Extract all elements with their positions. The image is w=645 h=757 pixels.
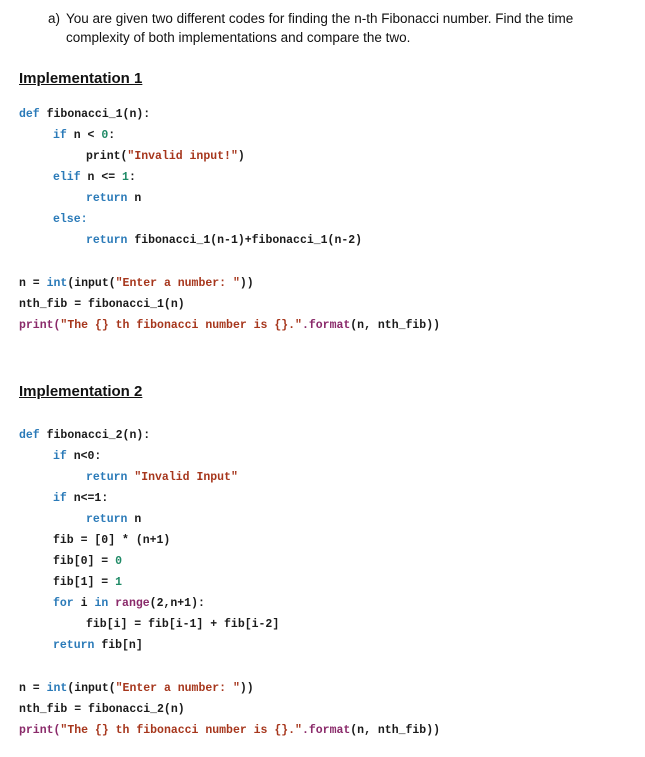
number: 1 — [122, 171, 129, 184]
keyword: return — [86, 513, 128, 526]
keyword: return — [86, 192, 128, 205]
keyword: def — [19, 108, 40, 121]
colon: : — [108, 129, 116, 142]
keyword: elif — [53, 171, 81, 184]
code-line — [19, 146, 362, 167]
code-line — [19, 572, 279, 593]
code-line: fib[i] = fib[i-1] + fib[i-2] — [86, 618, 280, 631]
assignment: fib[1] = — [53, 576, 116, 589]
code-line — [19, 551, 279, 572]
code-line — [19, 230, 362, 251]
return-value: n — [134, 513, 142, 526]
builtin: int — [46, 277, 68, 290]
code-line — [19, 678, 440, 699]
assignment: n = — [19, 277, 47, 290]
implementation-2-heading: Implementation 2 — [19, 383, 143, 400]
keyword: if — [53, 129, 67, 142]
keyword: def — [19, 429, 40, 442]
method: .format — [301, 319, 351, 332]
loop-variable: i — [80, 597, 88, 610]
keyword: in — [94, 597, 109, 610]
implementation-1-main-code — [19, 273, 440, 336]
number: 0 — [115, 555, 123, 568]
keyword: else: — [53, 213, 88, 226]
string-literal: "Enter a number: " — [115, 277, 240, 290]
colon: : — [128, 171, 136, 184]
string-literal: "The {} th fibonacci number is {}." — [60, 724, 302, 737]
return-value: n — [134, 192, 142, 205]
code-line — [19, 446, 279, 467]
code-line — [19, 425, 279, 446]
code-line: fib = [0] * (n+1) — [53, 534, 171, 547]
condition: n <= — [87, 171, 123, 184]
method: .format — [301, 724, 351, 737]
assignment: fib[0] = — [53, 555, 116, 568]
question-letter: a) — [48, 11, 61, 26]
call: (input( — [67, 682, 116, 695]
arguments: (n, nth_fib)) — [350, 319, 440, 332]
code-line — [19, 125, 362, 146]
code-line — [19, 273, 440, 294]
code-line — [19, 315, 440, 336]
string-literal: "Invalid input!" — [127, 150, 238, 163]
implementation-1-heading: Implementation 1 — [19, 70, 143, 87]
call: (input( — [67, 277, 116, 290]
number: 0 — [101, 129, 109, 142]
code-line — [19, 209, 362, 230]
implementation-2-function-code — [19, 425, 279, 656]
code-line — [19, 635, 279, 656]
keyword: for — [53, 597, 74, 610]
code-line — [19, 720, 440, 741]
arguments: (2,n+1): — [149, 597, 205, 610]
code-line — [19, 488, 279, 509]
builtin: print( — [19, 724, 61, 737]
condition: n < — [73, 129, 102, 142]
return-value: fib[n] — [101, 639, 143, 652]
implementation-2-main-code — [19, 678, 440, 741]
string-literal: "Invalid Input" — [134, 471, 238, 484]
paren: )) — [239, 277, 254, 290]
arguments: (n, nth_fib)) — [350, 724, 440, 737]
builtin: range — [115, 597, 150, 610]
code-line — [19, 104, 362, 125]
keyword: return — [53, 639, 95, 652]
keyword: return — [86, 234, 128, 247]
assignment: n = — [19, 682, 47, 695]
code-line — [19, 509, 279, 530]
function-signature: fibonacci_2(n): — [46, 429, 151, 442]
function-signature: fibonacci_1(n): — [46, 108, 151, 121]
code-line — [19, 467, 279, 488]
paren: )) — [239, 682, 254, 695]
paren: ) — [237, 150, 245, 163]
number: 1 — [115, 576, 123, 589]
condition: n<=1: — [73, 492, 109, 505]
builtin: print( — [19, 319, 61, 332]
string-literal: "The {} th fibonacci number is {}." — [60, 319, 302, 332]
code-line: nth_fib = fibonacci_2(n) — [19, 703, 185, 716]
code-line — [19, 593, 279, 614]
call: print( — [86, 150, 128, 163]
code-line — [19, 188, 362, 209]
code-line — [19, 167, 362, 188]
implementation-1-function-code — [19, 104, 362, 251]
keyword: return — [86, 471, 128, 484]
builtin: int — [46, 682, 68, 695]
string-literal: "Enter a number: " — [115, 682, 240, 695]
return-value: fibonacci_1(n-1)+fibonacci_1(n-2) — [134, 234, 363, 247]
keyword: if — [53, 450, 67, 463]
question-text: You are given two different codes for finding the n-th Fibonacci number. Find the time complexity of both implementations and compare the two. — [66, 11, 574, 45]
keyword: if — [53, 492, 67, 505]
code-line: nth_fib = fibonacci_1(n) — [19, 298, 185, 311]
condition: n<0: — [73, 450, 102, 463]
